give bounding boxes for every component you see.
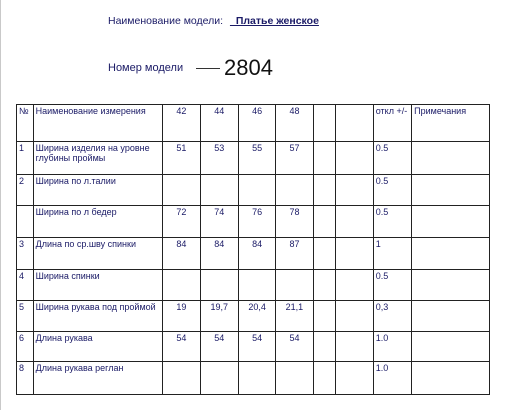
size-value: 87 [276, 238, 313, 270]
note-cell [412, 270, 490, 301]
tolerance-value: 0.5 [373, 270, 411, 301]
row-number: 2 [17, 175, 34, 206]
tolerance-value: 1.0 [373, 362, 411, 395]
model-name-value: _Платье женское [229, 15, 319, 27]
table-row [17, 142, 490, 175]
header-number: № [17, 105, 34, 142]
size-value: 57 [276, 142, 313, 175]
row-number: 1 [17, 142, 34, 175]
row-number: 3 [17, 238, 34, 270]
size-value [276, 175, 313, 206]
size-value [313, 332, 336, 362]
model-name-line [108, 15, 319, 27]
table-row [17, 238, 490, 270]
measure-name: Ширина спинки [33, 270, 163, 301]
size-value [336, 206, 373, 238]
model-number-line [108, 55, 273, 81]
tolerance-value: 1 [373, 238, 411, 270]
size-value [313, 206, 336, 238]
size-value: 55 [238, 142, 275, 175]
row-number: 6 [17, 332, 34, 362]
size-value [313, 142, 336, 175]
size-value: 84 [163, 238, 200, 270]
model-number-underline [196, 68, 220, 69]
size-value: 54 [163, 332, 200, 362]
measure-name: Длина рукава [33, 332, 163, 362]
size-value [336, 362, 373, 395]
note-cell [412, 238, 490, 270]
header-tolerance: откл +/- [373, 105, 411, 142]
model-name-label: Наименование модели: [108, 15, 224, 27]
header-measure-name: Наименование измерения [33, 105, 163, 142]
size-value: 72 [163, 206, 200, 238]
size-value [336, 238, 373, 270]
tolerance-value: 0.5 [373, 142, 411, 175]
size-value: 74 [200, 206, 238, 238]
measure-name: Длина по ср.шву спинки [33, 238, 163, 270]
size-value [336, 301, 373, 332]
tolerance-value: 0.5 [373, 206, 411, 238]
measure-name: Ширина рукава под проймой [33, 301, 163, 332]
header-notes: Примечания [412, 105, 490, 142]
note-cell [412, 362, 490, 395]
size-value: 78 [276, 206, 313, 238]
measure-name: Ширина изделия на уровне глубины проймы [33, 142, 163, 175]
size-value [336, 270, 373, 301]
size-value [163, 270, 200, 301]
size-value: 21,1 [276, 301, 313, 332]
size-value [238, 362, 275, 395]
size-value: 84 [200, 238, 238, 270]
header-size-48: 48 [276, 105, 313, 142]
row-number [17, 206, 34, 238]
size-value [238, 175, 275, 206]
size-value: 76 [238, 206, 275, 238]
size-value [313, 362, 336, 395]
size-value: 54 [200, 332, 238, 362]
note-cell [412, 206, 490, 238]
model-number-value: 2804 [224, 55, 273, 80]
size-value [200, 270, 238, 301]
table-row [17, 301, 490, 332]
table-row [17, 270, 490, 301]
size-value: 54 [238, 332, 275, 362]
header-size-empty-2 [336, 105, 373, 142]
table-row [17, 175, 490, 206]
tolerance-value: 1.0 [373, 332, 411, 362]
size-value [276, 270, 313, 301]
header-size-42: 42 [163, 105, 200, 142]
table-row [17, 206, 490, 238]
size-value [313, 238, 336, 270]
size-value [336, 142, 373, 175]
size-value [313, 175, 336, 206]
tolerance-value: 0.5 [373, 175, 411, 206]
size-value: 53 [200, 142, 238, 175]
size-value [336, 175, 373, 206]
size-value [313, 301, 336, 332]
size-value: 51 [163, 142, 200, 175]
row-number: 4 [17, 270, 34, 301]
size-value [163, 362, 200, 395]
header-size-46: 46 [238, 105, 275, 142]
measure-name: Длина рукава реглан [33, 362, 163, 395]
size-value: 20,4 [238, 301, 275, 332]
row-number: 8 [17, 362, 34, 395]
header-size-44: 44 [200, 105, 238, 142]
page-edge [0, 0, 1, 410]
measure-name: Ширина по л бедер [33, 206, 163, 238]
note-cell [412, 175, 490, 206]
table-row [17, 332, 490, 362]
size-value: 19,7 [200, 301, 238, 332]
row-number: 5 [17, 301, 34, 332]
note-cell [412, 142, 490, 175]
size-value [200, 175, 238, 206]
size-value [163, 175, 200, 206]
measurement-table [16, 104, 490, 395]
tolerance-value: 0,3 [373, 301, 411, 332]
size-value [238, 270, 275, 301]
table-row [17, 362, 490, 395]
table-header-row [17, 105, 490, 142]
size-value [313, 270, 336, 301]
header-size-empty-1 [313, 105, 336, 142]
note-cell [412, 301, 490, 332]
note-cell [412, 332, 490, 362]
size-value: 84 [238, 238, 275, 270]
size-value: 19 [163, 301, 200, 332]
model-number-label: Номер модели [108, 62, 184, 74]
size-value [200, 362, 238, 395]
size-value: 54 [276, 332, 313, 362]
size-value [276, 362, 313, 395]
measure-name: Ширина по л.талии [33, 175, 163, 206]
size-value [336, 332, 373, 362]
